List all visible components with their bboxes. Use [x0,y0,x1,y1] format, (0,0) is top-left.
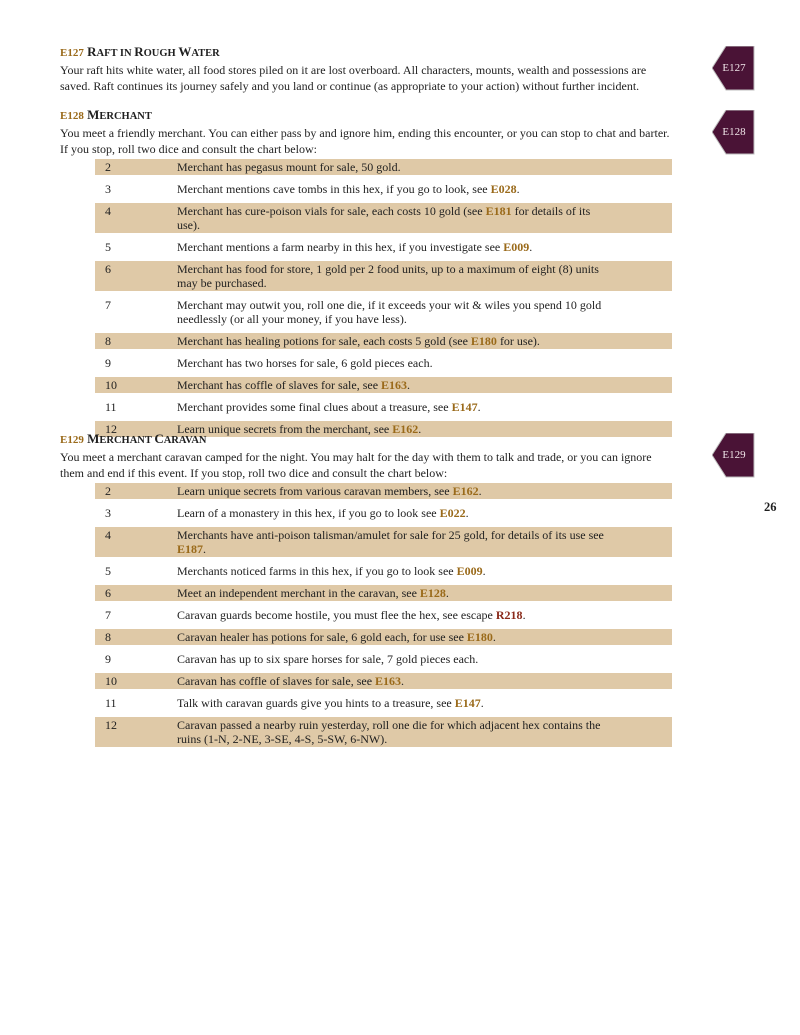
event-reference-link[interactable]: R218 [495,608,523,622]
table-row [95,629,672,645]
result-text-tail: . [407,378,411,392]
event-reference-link[interactable]: E022 [439,506,466,520]
result-text: Merchant has healing potions for sale, each costs 5 gold (see [177,334,471,348]
roll-value: 6 [105,262,111,276]
roll-value: 12 [105,422,117,436]
section-e129 [60,431,672,753]
section-intro: Your raft hits white water, all food stores piled on it are lost overboard. All characters, mounts, wealth and possessions are saved. Raft continues its journey safely and you land or continue (as appropriate to your action) without further incident. [60,63,647,93]
table-row [95,527,672,557]
table-row [95,203,672,233]
tab-label: E129 [722,449,746,461]
result-text-tail: . [478,484,482,498]
roll-result [177,718,672,746]
result-text-tail: . [480,696,484,710]
table-row [95,483,672,499]
result-text: Merchant provides some final clues about a treasure, see [177,400,452,414]
result-text-tail: . [418,422,422,436]
table-row [95,505,672,521]
roll-result [177,160,672,174]
roll-result [177,630,672,644]
event-reference-link[interactable]: E163 [375,674,402,688]
roll-value: 2 [105,484,111,498]
result-text: Learn of a monastery in this hex, if you go to look see [177,506,440,520]
result-text: Caravan passed a nearby ruin yesterday, roll one die for which adjacent hex contains the ruins (1-N, 2-NE, 3-SE, 4-S, 5-SW, 6-NW). [177,718,601,746]
event-reference-link[interactable]: E009 [503,240,530,254]
event-reference-link[interactable]: E147 [454,696,481,710]
event-reference-link[interactable]: E128 [419,586,446,600]
result-text-tail: . [516,182,520,196]
section-intro: You meet a merchant caravan camped for the night. You may halt for the day with them to talk and trade, or you can ignore them and end if this event. If you stop, roll two dice and consult the chart below: [60,450,652,480]
roll-result [177,378,672,392]
result-text-tail: . [401,674,405,688]
result-text-tail: . [529,240,533,254]
page-number: 26 [764,500,777,514]
event-reference-link[interactable]: E028 [490,182,517,196]
roll-value: 2 [105,160,111,174]
result-text: Merchants noticed farms in this hex, if you go to look see [177,564,457,578]
roll-value: 8 [105,334,111,348]
result-text-tail: . [477,400,481,414]
roll-result [177,240,672,254]
tab-label: E127 [722,62,746,74]
roll-value: 10 [105,674,117,688]
event-reference-link[interactable]: E181 [485,204,512,218]
roll-value: 4 [105,204,111,218]
table-row [95,717,672,747]
result-text: Caravan guards become hostile, you must flee the hex, see escape [177,608,496,622]
result-text: Caravan has coffle of slaves for sale, see [177,674,376,688]
roll-result [177,608,672,622]
roll-result [177,298,672,326]
result-text: Merchant has cure-poison vials for sale, each costs 10 gold (see [177,204,486,218]
roll-result [177,674,672,688]
roll-value: 7 [105,608,111,622]
table-row [95,239,672,255]
table-row [95,355,672,371]
event-reference-link[interactable]: E187 [177,542,204,556]
result-text: Merchant mentions cave tombs in this hex, if you go to look, see [177,182,491,196]
tab-e129[interactable] [712,433,754,477]
event-reference-link[interactable]: E009 [456,564,483,578]
section-e128 [60,107,672,443]
event-reference-link[interactable]: E180 [470,334,497,348]
result-text-tail: for details of its use). [177,204,591,232]
event-reference-link[interactable]: E163 [381,378,408,392]
roll-table-e129 [95,483,672,747]
roll-result [177,182,672,196]
roll-result [177,356,672,370]
roll-value: 9 [105,652,111,666]
result-text-tail: . [482,564,486,578]
event-reference-link[interactable]: E147 [451,400,478,414]
roll-table-e128 [95,159,672,437]
roll-result [177,400,672,414]
table-row [95,563,672,579]
table-row [95,399,672,415]
result-text-tail: for use). [496,334,540,348]
section-e127 [60,44,672,94]
roll-value: 12 [105,718,117,732]
tab-label: E128 [722,126,746,138]
table-row [95,673,672,689]
roll-value: 9 [105,356,111,370]
roll-result [177,652,672,666]
result-text: Caravan has up to six spare horses for sale, 7 gold pieces each. [177,652,479,666]
table-row [95,607,672,623]
result-text: Merchant has food for store, 1 gold per 2 food units, up to a maximum of eight (8) units may be purchased. [177,262,599,290]
event-reference-link[interactable]: E162 [452,484,479,498]
roll-result [177,204,672,232]
result-text: Merchant mentions a farm nearby in this hex, if you investigate see [177,240,504,254]
result-text: Merchants have anti-poison talisman/amulet for sale for 25 gold, for details of its use see [177,528,604,542]
table-row [95,333,672,349]
result-text: Merchant has two horses for sale, 6 gold pieces each. [177,356,433,370]
roll-value: 8 [105,630,111,644]
result-text: Merchant may outwit you, roll one die, if it exceeds your wit & wiles you spend 10 gold needlessly (or all your money, if you have less). [177,298,602,326]
roll-value: 11 [105,400,117,414]
roll-value: 4 [105,528,111,542]
table-row [95,297,672,327]
result-text-tail: . [492,630,496,644]
section-code: E127 [60,47,84,59]
result-text: Caravan healer has potions for sale, 6 gold each, for use see [177,630,467,644]
tab-e127[interactable] [712,46,754,90]
roll-result [177,506,672,520]
roll-value: 5 [105,564,111,578]
result-text-tail: . [203,542,207,556]
section-heading: E127 RAFT IN ROUGH WATER [60,44,220,59]
result-text-tail: . [522,608,526,622]
result-text: Merchant has coffle of slaves for sale, see [177,378,382,392]
event-reference-link[interactable]: E162 [392,422,419,436]
result-text-tail: . [445,586,449,600]
roll-result [177,696,672,710]
roll-value: 3 [105,506,111,520]
table-row [95,695,672,711]
result-text: Learn unique secrets from various caravan members, see [177,484,453,498]
roll-value: 3 [105,182,111,196]
table-row [95,651,672,667]
event-reference-link[interactable]: E180 [466,630,493,644]
roll-result [177,262,672,290]
roll-result [177,564,672,578]
roll-value: 7 [105,298,111,312]
table-row [95,159,672,175]
section-intro: You meet a friendly merchant. You can either pass by and ignore him, ending this encounter, or you can stop to chat and barter. If you stop, roll two dice and consult the chart below: [60,126,670,156]
table-row [95,181,672,197]
tab-e128[interactable] [712,110,754,154]
section-code: E128 [60,110,84,122]
roll-result [177,334,672,348]
result-text: Talk with caravan guards give you hints to a treasure, see [177,696,455,710]
table-row [95,585,672,601]
table-row [95,261,672,291]
result-text-tail: . [465,506,469,520]
roll-result [177,528,672,556]
roll-result [177,586,672,600]
section-heading: E129 MERCHANT CARAVAN [60,431,207,446]
result-text: Merchant has pegasus mount for sale, 50 gold. [177,160,401,174]
result-text: Learn unique secrets from the merchant, see [177,422,393,436]
result-text: Meet an independent merchant in the caravan, see [177,586,420,600]
section-heading: E128 MERCHANT [60,107,152,122]
roll-value: 6 [105,586,111,600]
table-row [95,377,672,393]
roll-value: 10 [105,378,117,392]
roll-value: 5 [105,240,111,254]
roll-value: 11 [105,696,117,710]
roll-result [177,484,672,498]
section-code: E129 [60,434,84,446]
